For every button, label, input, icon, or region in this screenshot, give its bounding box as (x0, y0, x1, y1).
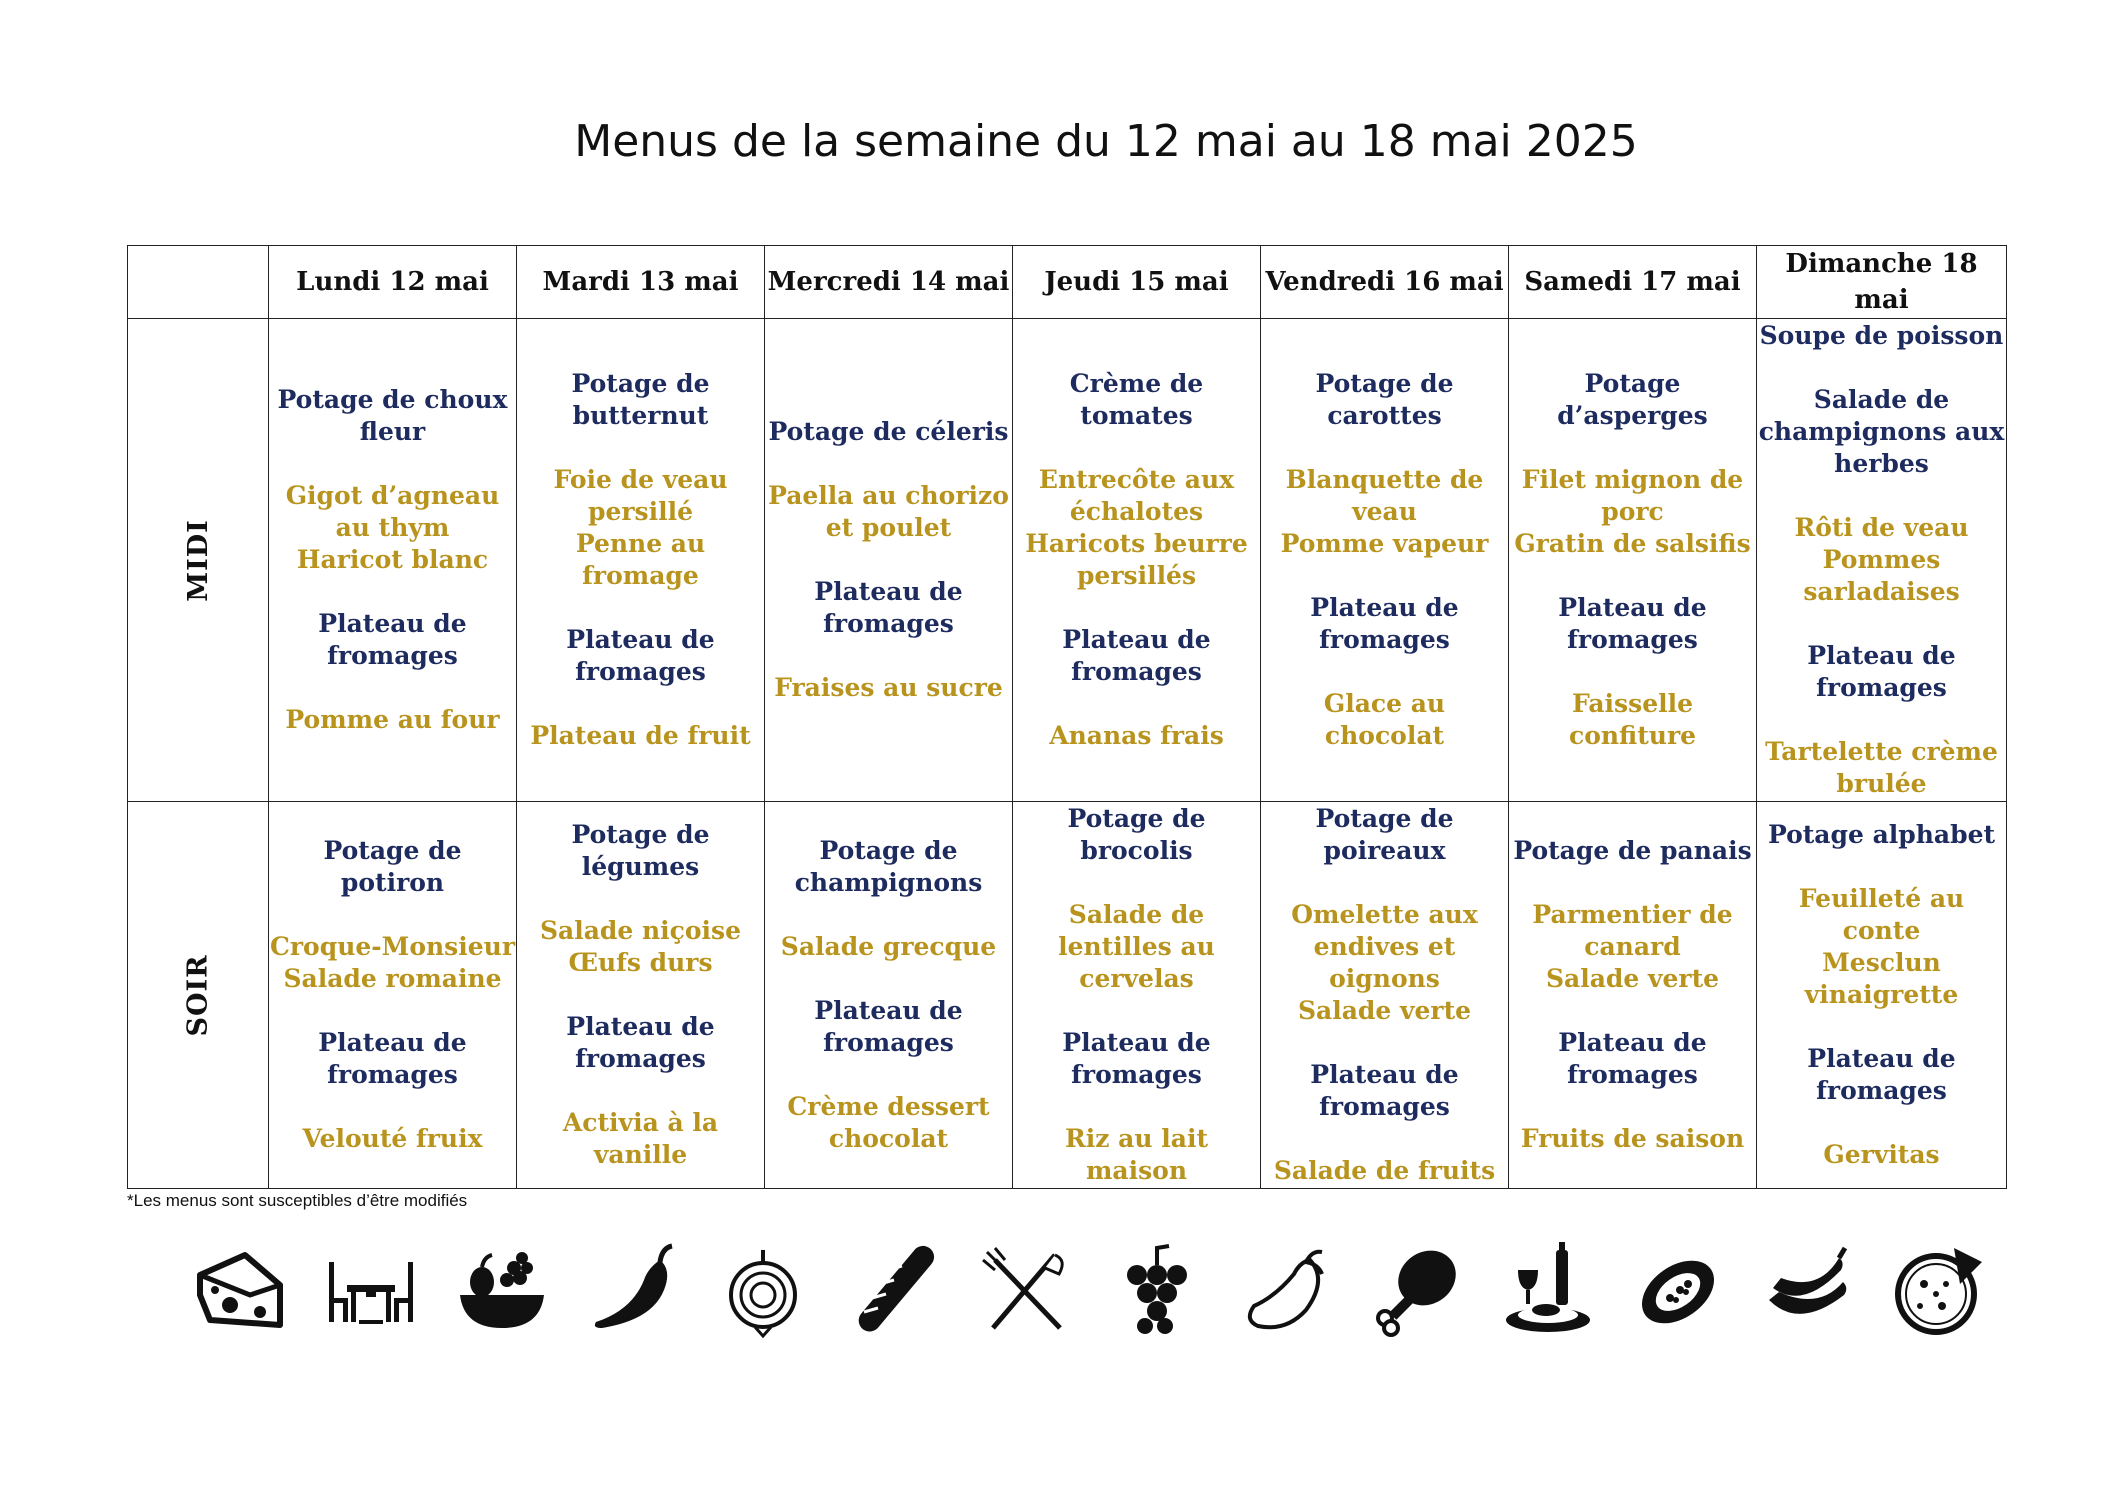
dish-item: Gigot d’agneau au thym (285, 481, 500, 542)
dish-item: Foie de veau persillé (553, 465, 728, 526)
dish-item: Potage d’asperges (1557, 369, 1708, 430)
dish-item: Salade de champignons aux herbes (1758, 385, 2005, 478)
bananas-icon (1759, 1240, 1859, 1340)
dish-item: Potage de carottes (1315, 369, 1454, 430)
day-header: Mercredi 14 mai (765, 246, 1013, 319)
dish-item: Rôti de veau (1794, 513, 1969, 542)
dish-item: Salade niçoise (539, 916, 742, 945)
course-gap (1757, 608, 2006, 640)
dish-item: Potage de légumes (571, 820, 710, 881)
dish-item: Salade verte (1297, 996, 1472, 1025)
dish-item: Glace au chocolat (1323, 689, 1446, 750)
day-header: Lundi 12 mai (269, 246, 517, 319)
day-header: Dimanche 18 mai (1757, 246, 2007, 319)
course-gap (1013, 867, 1260, 899)
course-gap (269, 672, 516, 704)
menu-cell (765, 319, 1013, 802)
course-gap (1509, 995, 1756, 1027)
menu-cell (1509, 319, 1757, 802)
row-label-cell (128, 802, 269, 1189)
day-header: Samedi 17 mai (1509, 246, 1757, 319)
course-gap (765, 963, 1012, 995)
day-header: Vendredi 16 mai (1261, 246, 1509, 319)
course-gap (517, 432, 764, 464)
course-gap (1013, 432, 1260, 464)
course-gap (269, 576, 516, 608)
course-gap (517, 883, 764, 915)
dish-item: Plateau de fromages (1558, 593, 1707, 654)
dish-item: Potage de poireaux (1315, 804, 1454, 865)
course-gap (517, 979, 764, 1011)
dish-item: Potage de champignons (794, 836, 983, 897)
course-gap (1013, 1091, 1260, 1123)
course-gap (269, 899, 516, 931)
dish-item: Plateau de fromages (1062, 1028, 1211, 1089)
course-gap (1757, 480, 2006, 512)
course-gap (1757, 704, 2006, 736)
dish-item: Crème de tomates (1069, 369, 1204, 430)
day-header: Mardi 13 mai (517, 246, 765, 319)
course-gap (1509, 867, 1756, 899)
dish-item: Plateau de fromages (1062, 625, 1211, 686)
course-gap (517, 688, 764, 720)
dish-item: Plateau de fromages (318, 609, 467, 670)
course-gap (1261, 867, 1508, 899)
course-gap (1757, 1107, 2006, 1139)
course-gap (1261, 560, 1508, 592)
menu-cell (1261, 319, 1509, 802)
dish-item: Feuilleté au conte (1798, 884, 1965, 945)
fruit-bowl-icon (452, 1240, 552, 1340)
row-label-midi: MIDI (182, 518, 214, 602)
baguette-icon (844, 1240, 944, 1340)
course-gap (1509, 560, 1756, 592)
dish-item: Ananas frais (1049, 721, 1224, 750)
header-row (128, 246, 2007, 319)
menu-cell (1013, 802, 1261, 1189)
course-gap (517, 592, 764, 624)
course-gap (1509, 1091, 1756, 1123)
dish-item: Potage de potiron (323, 836, 462, 897)
dish-item: Gervitas (1823, 1140, 1940, 1169)
food-icon-strip (190, 1235, 1990, 1345)
menu-cell (1013, 319, 1261, 802)
dish-item: Haricots beurre persillés (1025, 529, 1248, 590)
menu-cell (1757, 802, 2007, 1189)
chicken-leg-icon (1367, 1240, 1467, 1340)
course-gap (1757, 851, 2006, 883)
course-gap (517, 1075, 764, 1107)
dish-item: Plateau de fromages (814, 577, 963, 638)
row-label-soir: SOIR (182, 953, 214, 1037)
course-gap (765, 544, 1012, 576)
dish-item: Fruits de saison (1520, 1124, 1745, 1153)
course-gap (765, 448, 1012, 480)
day-header: Jeudi 15 mai (1013, 246, 1261, 319)
course-gap (1509, 432, 1756, 464)
dish-item: Fraises au sucre (774, 673, 1003, 702)
disclaimer-note: *Les menus sont susceptibles d’être modifiés (127, 1191, 468, 1210)
dish-item: Pomme vapeur (1280, 529, 1489, 558)
dish-item: Croque-Monsieur (269, 932, 516, 961)
dish-item: Soupe de poisson (1759, 321, 2004, 350)
dish-item: Plateau de fromages (1558, 1028, 1707, 1089)
dish-item: Potage de choux fleur (277, 385, 508, 446)
course-gap (1261, 1123, 1508, 1155)
menu-cell (269, 319, 517, 802)
table-chairs-icon (321, 1240, 421, 1340)
dish-item: Gratin de salsifis (1514, 529, 1751, 558)
dish-item: Plateau de fromages (1310, 1060, 1459, 1121)
corner-cell (128, 246, 269, 319)
chili-pepper-icon (582, 1240, 682, 1340)
course-gap (1261, 432, 1508, 464)
dish-item: Salade romaine (283, 964, 502, 993)
dish-item: Salade de lentilles au cervelas (1058, 900, 1215, 993)
dish-item: Blanquette de veau (1285, 465, 1484, 526)
menu-cell (765, 802, 1013, 1189)
soir-row (128, 802, 2007, 1189)
dish-item: Potage de brocolis (1067, 804, 1206, 865)
menu-cell (517, 802, 765, 1189)
dish-item: Plateau de fromages (1807, 1044, 1956, 1105)
dish-item: Plateau de fromages (814, 996, 963, 1057)
dish-item: Entrecôte aux échalotes (1038, 465, 1235, 526)
midi-row (128, 319, 2007, 802)
menu-cell (1261, 802, 1509, 1189)
course-gap (269, 1091, 516, 1123)
wine-dinner-icon (1498, 1240, 1598, 1340)
course-gap (1013, 688, 1260, 720)
papaya-icon (1628, 1240, 1728, 1340)
course-gap (765, 1059, 1012, 1091)
grapes-icon (1105, 1240, 1205, 1340)
dish-item: Potage de céleris (768, 417, 1009, 446)
weekly-menu-table (127, 245, 2007, 1189)
dish-item: Activia à la vanille (562, 1108, 719, 1169)
dish-item: Haricot blanc (296, 545, 489, 574)
dish-item: Mesclun vinaigrette (1804, 948, 1959, 1009)
dish-item: Plateau de fromages (1310, 593, 1459, 654)
dish-item: Parmentier de canard (1532, 900, 1733, 961)
course-gap (1013, 592, 1260, 624)
onion-icon (713, 1240, 813, 1340)
course-gap (1757, 352, 2006, 384)
dish-item: Penne au fromage (575, 529, 706, 590)
eggplant-icon (1236, 1240, 1336, 1340)
row-label-cell (128, 319, 269, 802)
dish-item: Plateau de fromages (566, 1012, 715, 1073)
dish-item: Salade verte (1545, 964, 1720, 993)
course-gap (765, 640, 1012, 672)
course-gap (1261, 656, 1508, 688)
dish-item: Potage de panais (1513, 836, 1752, 865)
course-gap (1013, 995, 1260, 1027)
menu-cell (1509, 802, 1757, 1189)
course-gap (269, 995, 516, 1027)
dish-item: Salade grecque (780, 932, 997, 961)
dish-item: Plateau de fromages (566, 625, 715, 686)
dish-item: Œufs durs (568, 948, 713, 977)
course-gap (1757, 1011, 2006, 1043)
cheese-icon (190, 1240, 290, 1340)
pizza-icon (1890, 1240, 1990, 1340)
dish-item: Pomme au four (285, 705, 500, 734)
dish-item: Riz au lait maison (1065, 1124, 1208, 1185)
course-gap (1261, 1027, 1508, 1059)
dish-item: Potage alphabet (1767, 820, 1996, 849)
fork-knife-icon (975, 1240, 1075, 1340)
course-gap (269, 448, 516, 480)
dish-item: Potage de butternut (571, 369, 710, 430)
menu-cell (517, 319, 765, 802)
dish-item: Omelette aux endives et oignons (1291, 900, 1478, 993)
dish-item: Tartelette crème brulée (1765, 737, 1998, 798)
dish-item: Faisselle confiture (1568, 689, 1697, 750)
dish-item: Plateau de fruit (530, 721, 751, 750)
dish-item: Plateau de fromages (318, 1028, 467, 1089)
dish-item: Paella au chorizo et poulet (768, 481, 1009, 542)
dish-item: Salade de fruits (1273, 1156, 1496, 1185)
course-gap (765, 899, 1012, 931)
dish-item: Velouté fruix (302, 1124, 483, 1153)
dish-item: Filet mignon de porc (1521, 465, 1744, 526)
dish-item: Pommes sarladaises (1803, 545, 1960, 606)
dish-item: Crème dessert chocolat (787, 1092, 990, 1153)
menu-cell (1757, 319, 2007, 802)
dish-item: Plateau de fromages (1807, 641, 1956, 702)
menu-cell (269, 802, 517, 1189)
page-title: Menus de la semaine du 12 mai au 18 mai 2025 (574, 116, 1638, 167)
course-gap (1509, 656, 1756, 688)
